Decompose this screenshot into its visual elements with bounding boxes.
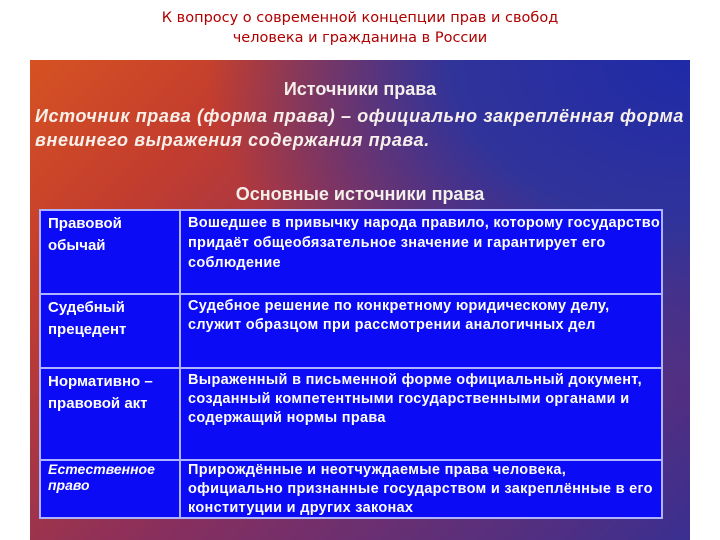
description-cell: Судебное решение по конкретному юридическому делу, служит образцом при рассмотрении аналогичных дел (188, 298, 610, 333)
slide-panel (30, 60, 690, 540)
table-row (41, 211, 661, 293)
term-cell: Правовой обычай (48, 215, 122, 254)
description-cell: Прирождённые и неотчуждаемые права человека, официально признанные государством и закреплённые в его конституции и других законах (188, 462, 653, 516)
slide-title: Источники права (283, 79, 437, 99)
definition-text: Источник права (форма права) – официально закреплённая форма внешнего выражения содержания права. (35, 106, 685, 150)
term-cell: Естественное право (48, 461, 155, 493)
table-row (41, 461, 661, 517)
header-line-1: К вопросу о современной концепции прав и свобод (161, 10, 559, 26)
sources-table (39, 209, 663, 519)
term-cell: Судебный прецедент (48, 299, 127, 338)
header-line-2: человека и гражданина в России (232, 30, 488, 46)
page-header (0, 8, 720, 48)
description-cell: Выраженный в письменной форме официальный документ, созданный компетентными государственными органами и содержащий нормы права (188, 372, 642, 426)
description-cell: Вошедшее в привычку народа правило, которому государство придаёт общеобязательное значение и гарантирует его соблюдение (188, 215, 660, 271)
table-row (41, 295, 661, 367)
table-row (41, 369, 661, 459)
table-subtitle: Основные источники права (235, 184, 485, 204)
term-cell: Нормативно – правовой акт (48, 373, 153, 412)
